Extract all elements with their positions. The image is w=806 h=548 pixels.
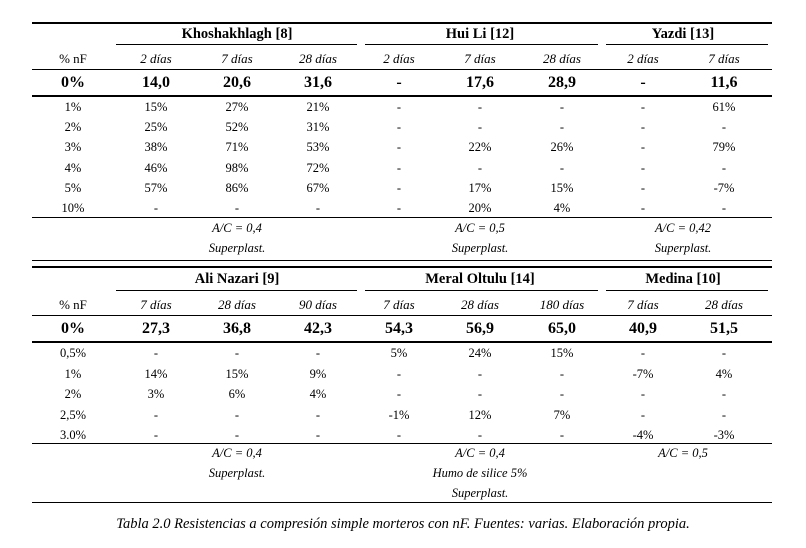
table-cell: 15% <box>225 366 249 381</box>
table-cell: - <box>396 120 402 135</box>
table-cell: 86% <box>225 180 249 195</box>
group-note: Superplast. <box>654 241 712 255</box>
table-cell: -3% <box>713 428 735 442</box>
table-cell: - <box>153 346 159 360</box>
table-cell: - <box>640 120 646 135</box>
base-value: 11,6 <box>710 74 738 91</box>
base-value: 54,3 <box>385 320 413 337</box>
base-value: 20,6 <box>223 74 251 91</box>
table-cell: - <box>640 201 646 215</box>
group-rule <box>116 44 357 45</box>
base-label: 0% <box>61 320 85 337</box>
row-label: 4% <box>64 160 82 175</box>
table-cell: - <box>477 428 483 442</box>
group-rule <box>365 290 598 291</box>
table-cell: 79% <box>712 140 736 155</box>
group-note: A/C = 0,4 <box>455 446 505 460</box>
group-note: A/C = 0,42 <box>654 221 712 235</box>
table-cell: - <box>721 407 727 422</box>
percent-header: % nF <box>59 51 87 66</box>
row-label: 2,5% <box>59 407 87 422</box>
header-rule <box>32 69 772 70</box>
table-cell: - <box>559 366 565 381</box>
group-note: Superplast. <box>451 241 509 255</box>
table-cell: 15% <box>550 180 574 195</box>
age-header: 2 días <box>383 51 415 66</box>
group-header: Yazdi [13] <box>651 26 715 42</box>
group-note: Superplast. <box>451 486 509 500</box>
table-cell: - <box>559 428 565 442</box>
table-cell: 17% <box>468 180 492 195</box>
table-cell: - <box>396 387 402 401</box>
table-cell: - <box>477 160 483 175</box>
base-value: 36,8 <box>223 320 251 337</box>
age-header: 7 días <box>627 297 659 312</box>
table-cell: 27% <box>225 100 249 114</box>
row-label: 5% <box>64 180 82 195</box>
notes-rule <box>32 217 772 218</box>
table-cell: - <box>315 346 321 360</box>
age-header: 28 días <box>461 297 499 312</box>
group-note: Superplast. <box>208 241 266 255</box>
table-cell: - <box>477 120 483 135</box>
table-cell: - <box>234 346 240 360</box>
base-value: 17,6 <box>466 74 494 91</box>
table-cell: - <box>640 100 646 114</box>
table-cell: 57% <box>144 180 168 195</box>
table-cell: 9% <box>309 366 327 381</box>
table-cell: -7% <box>632 366 654 381</box>
table-cell: 22% <box>468 140 492 155</box>
table-cell: 14% <box>144 366 168 381</box>
table-cell: - <box>153 428 159 442</box>
table-cell: - <box>153 201 159 215</box>
base-value: 14,0 <box>142 74 170 91</box>
base-value: 28,9 <box>548 74 576 91</box>
base-label: 0% <box>61 74 85 91</box>
table-cell: 4% <box>715 366 733 381</box>
row-label: 3% <box>64 140 82 155</box>
group-header: Medina [10] <box>645 271 721 287</box>
group-rule <box>116 290 357 291</box>
table-cell: 52% <box>225 120 249 135</box>
table-cell: 26% <box>550 140 574 155</box>
base-value: 27,3 <box>142 320 170 337</box>
table-cell: - <box>640 407 646 422</box>
table-cell: -4% <box>632 428 654 442</box>
table-cell: - <box>721 346 727 360</box>
notes-rule <box>32 443 772 444</box>
group-header: Ali Nazari [9] <box>194 271 280 287</box>
table-cell: - <box>315 428 321 442</box>
table-cell: 53% <box>306 140 330 155</box>
base-rule <box>32 95 772 97</box>
age-header: 7 días <box>383 297 415 312</box>
age-header: 28 días <box>543 51 581 66</box>
table-cell: - <box>234 428 240 442</box>
base-value: 65,0 <box>548 320 576 337</box>
table-cell: - <box>559 387 565 401</box>
row-label: 1% <box>64 100 82 114</box>
table-cell: - <box>721 201 727 215</box>
group-rule <box>365 44 598 45</box>
group-header: Hui Li [12] <box>445 26 515 42</box>
group-header: Khoshakhlagh [8] <box>181 26 293 42</box>
table-cell: - <box>559 160 565 175</box>
bottom-rule <box>32 502 772 503</box>
table-cell: 4% <box>309 387 327 401</box>
table-cell: 6% <box>228 387 246 401</box>
base-value: - <box>396 74 402 91</box>
group-header: Meral Oltulu [14] <box>425 271 535 287</box>
table-cell: 98% <box>225 160 249 175</box>
row-label: 2% <box>64 387 82 401</box>
top-rule <box>32 22 772 24</box>
table-cell: 72% <box>306 160 330 175</box>
table-cell: 21% <box>306 100 330 114</box>
bottom-rule <box>32 260 772 261</box>
group-note: A/C = 0,5 <box>455 221 505 235</box>
age-header: 7 días <box>708 51 740 66</box>
table-cell: - <box>640 140 646 155</box>
table-cell: - <box>396 428 402 442</box>
group-note: A/C = 0,4 <box>212 221 262 235</box>
table-cell: - <box>396 201 402 215</box>
table-cell: 67% <box>306 180 330 195</box>
percent-header: % nF <box>59 297 87 312</box>
table-cell: - <box>396 366 402 381</box>
table-cell: 5% <box>390 346 408 360</box>
table-cell: 15% <box>550 346 574 360</box>
table-cell: 7% <box>553 407 571 422</box>
table-cell: - <box>640 160 646 175</box>
age-header: 28 días <box>218 297 256 312</box>
table-cell: - <box>721 160 727 175</box>
table-cell: - <box>721 387 727 401</box>
base-value: - <box>640 74 646 91</box>
table-cell: 20% <box>468 201 492 215</box>
table-cell: - <box>153 407 159 422</box>
base-value: 51,5 <box>710 320 738 337</box>
table-cell: - <box>234 407 240 422</box>
table-cell: 71% <box>225 140 249 155</box>
age-header: 28 días <box>705 297 743 312</box>
table-cell: - <box>477 366 483 381</box>
row-label: 1% <box>64 366 82 381</box>
row-label: 2% <box>64 120 82 135</box>
table-cell: - <box>559 120 565 135</box>
group-note: A/C = 0,4 <box>212 446 262 460</box>
group-note: A/C = 0,5 <box>658 446 708 460</box>
table-cell: - <box>721 120 727 135</box>
group-rule <box>606 290 768 291</box>
table-cell: 46% <box>144 160 168 175</box>
age-header: 7 días <box>221 51 253 66</box>
age-header: 2 días <box>140 51 172 66</box>
table-cell: - <box>477 100 483 114</box>
table-cell: 15% <box>144 100 168 114</box>
table-cell: 12% <box>468 407 492 422</box>
row-label: 0,5% <box>59 346 87 360</box>
table-cell: -1% <box>388 407 410 422</box>
base-value: 40,9 <box>629 320 657 337</box>
table-cell: - <box>396 100 402 114</box>
table-cell: 3% <box>147 387 165 401</box>
table-cell: - <box>396 160 402 175</box>
table-caption: Tabla 2.0 Resistencias a compresión simple morteros con nF. Fuentes: varias. Elaboración propia. <box>116 516 690 532</box>
table-cell: - <box>396 140 402 155</box>
table-cell: 4% <box>553 201 571 215</box>
table-cell: - <box>477 387 483 401</box>
age-header: 7 días <box>140 297 172 312</box>
age-header: 90 días <box>299 297 337 312</box>
header-rule <box>32 315 772 316</box>
table-cell: 25% <box>144 120 168 135</box>
row-label: 10% <box>61 201 85 215</box>
table-cell: - <box>315 407 321 422</box>
group-rule <box>606 44 768 45</box>
base-value: 31,6 <box>304 74 332 91</box>
age-header: 28 días <box>299 51 337 66</box>
table-cell: - <box>559 100 565 114</box>
age-header: 180 días <box>539 297 585 312</box>
table-cell: 61% <box>712 100 736 114</box>
base-value: 42,3 <box>304 320 332 337</box>
table-cell: 24% <box>468 346 492 360</box>
base-value: 56,9 <box>466 320 494 337</box>
top-rule <box>32 266 772 268</box>
table-cell: - <box>315 201 321 215</box>
table-cell: -7% <box>713 180 735 195</box>
table-cell: - <box>640 180 646 195</box>
table-cell: 38% <box>144 140 168 155</box>
table-cell: - <box>396 180 402 195</box>
table-cell: - <box>234 201 240 215</box>
age-header: 7 días <box>464 51 496 66</box>
age-header: 2 días <box>627 51 659 66</box>
row-label: 3.0% <box>59 428 87 442</box>
table-cell: - <box>640 387 646 401</box>
table-cell: 31% <box>306 120 330 135</box>
table-cell: - <box>640 346 646 360</box>
group-note: Superplast. <box>208 466 266 480</box>
base-rule <box>32 341 772 343</box>
group-note: Humo de silice 5% <box>432 466 528 480</box>
